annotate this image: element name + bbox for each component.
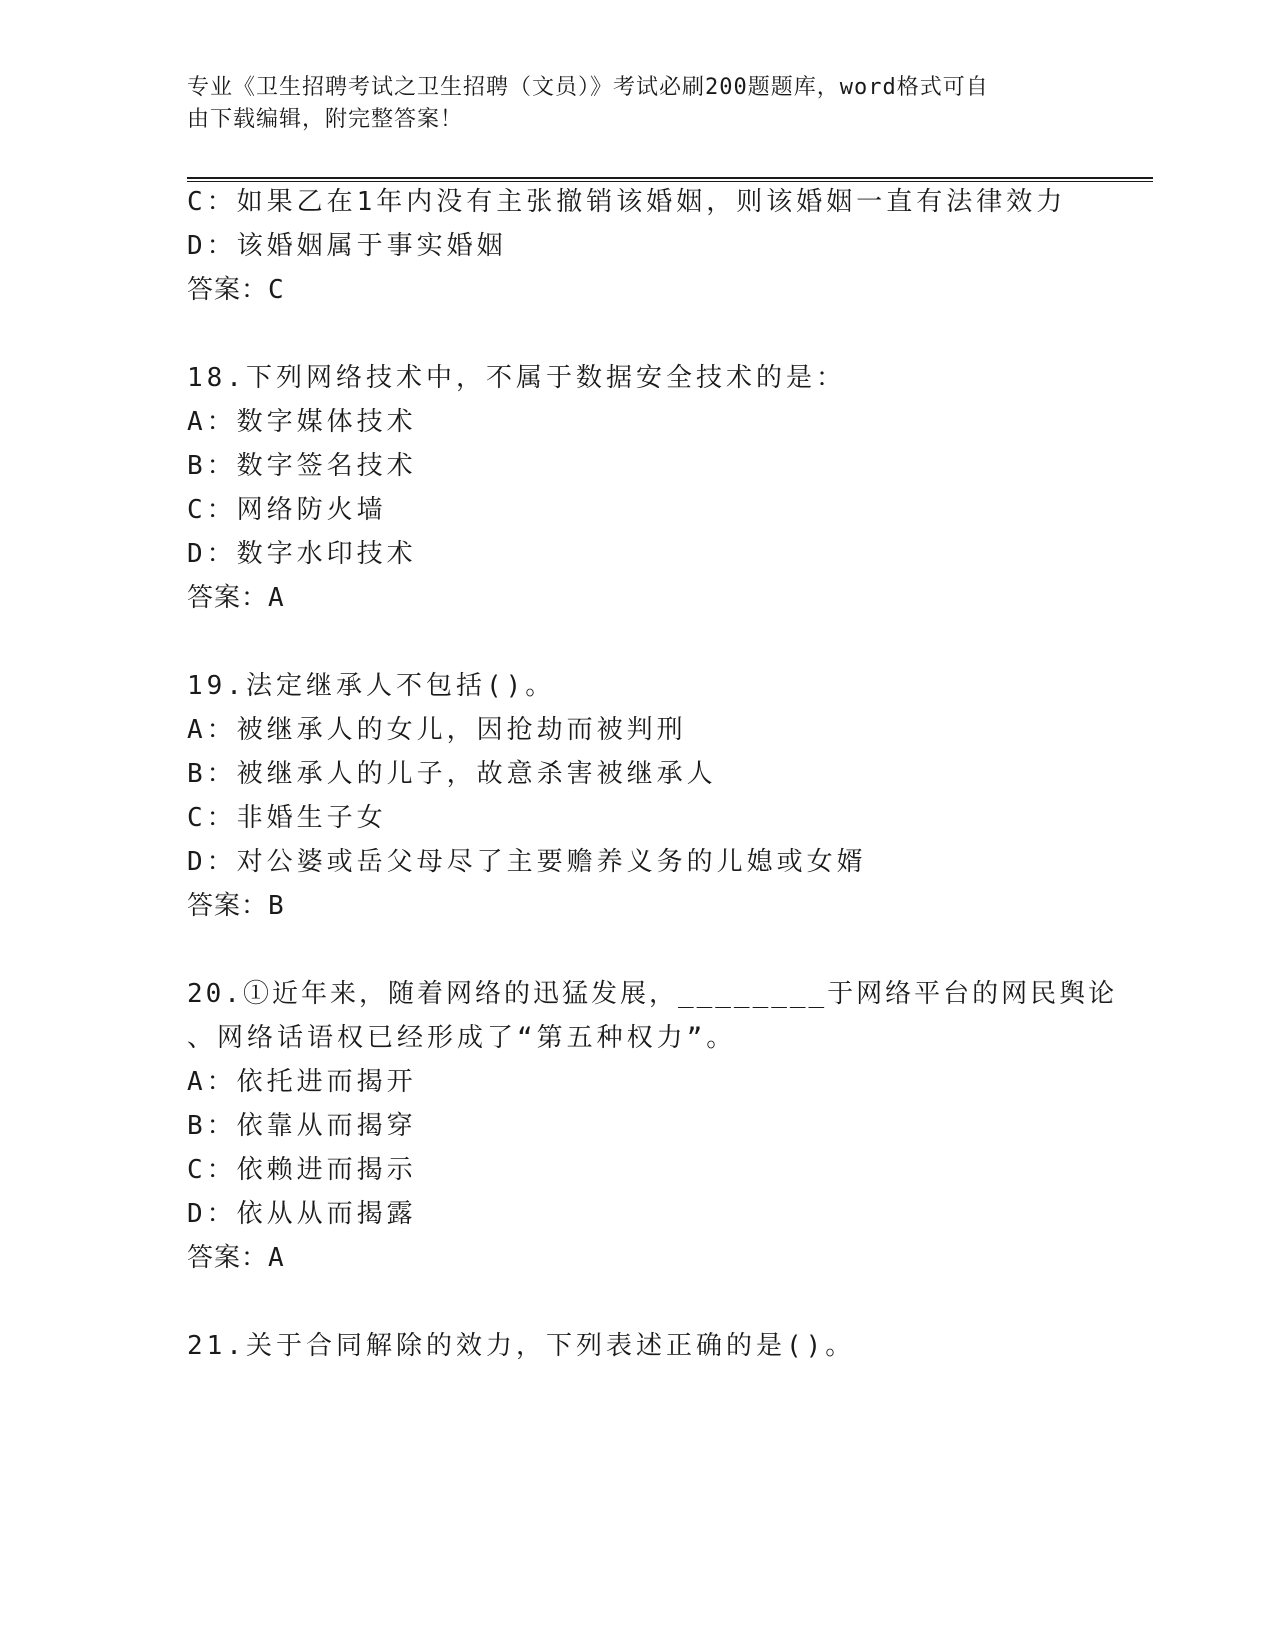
- q17-answer: 答案：C: [187, 275, 285, 305]
- q19-option-d: D：对公婆或岳父母尽了主要赡养义务的儿媳或女婿: [187, 847, 867, 877]
- q19-option-a: A：被继承人的女儿，因抢劫而被判刑: [187, 715, 687, 745]
- q19-answer: 答案：B: [187, 891, 285, 921]
- q18-option-d: D：数字水印技术: [187, 539, 417, 569]
- q20-option-a: A：依托进而揭开: [187, 1067, 417, 1097]
- q19-question: 19.法定继承人不包括()。: [187, 671, 556, 701]
- q20-option-b: B：依靠从而揭穿: [187, 1111, 417, 1141]
- q20-question-line-1: 20.①近年来，随着网络的迅猛发展，________于网络平台的网民舆论: [187, 979, 1118, 1009]
- header-divider-thin: [187, 181, 1153, 182]
- q20-question-line-2: 、网络话语权已经形成了“第五种权力”。: [187, 1023, 737, 1053]
- q20-option-d: D：依从从而揭露: [187, 1199, 417, 1229]
- header-divider-thick: [187, 177, 1153, 179]
- q18-answer: 答案：A: [187, 583, 285, 613]
- q18-option-a: A：数字媒体技术: [187, 407, 417, 437]
- q18-option-c: C：网络防火墙: [187, 495, 387, 525]
- q20-option-c: C：依赖进而揭示: [187, 1155, 417, 1185]
- q17-option-c: C：如果乙在1年内没有主张撤销该婚姻，则该婚姻一直有法律效力: [187, 187, 1067, 217]
- q17-option-d: D：该婚姻属于事实婚姻: [187, 231, 507, 261]
- q20-answer: 答案：A: [187, 1243, 285, 1273]
- header-line-2: 由下载编辑，附完整答案！: [187, 107, 464, 132]
- q19-option-c: C：非婚生子女: [187, 803, 387, 833]
- document-header: [187, 72, 1067, 136]
- q19-option-b: B：被继承人的儿子，故意杀害被继承人: [187, 759, 717, 789]
- q21-question: 21.关于合同解除的效力，下列表述正确的是()。: [187, 1331, 856, 1361]
- q18-option-b: B：数字签名技术: [187, 451, 417, 481]
- q18-question: 18.下列网络技术中，不属于数据安全技术的是：: [187, 363, 846, 393]
- header-line-1: 专业《卫生招聘考试之卫生招聘（文员）》考试必刷200题题库，word格式可自: [187, 75, 989, 100]
